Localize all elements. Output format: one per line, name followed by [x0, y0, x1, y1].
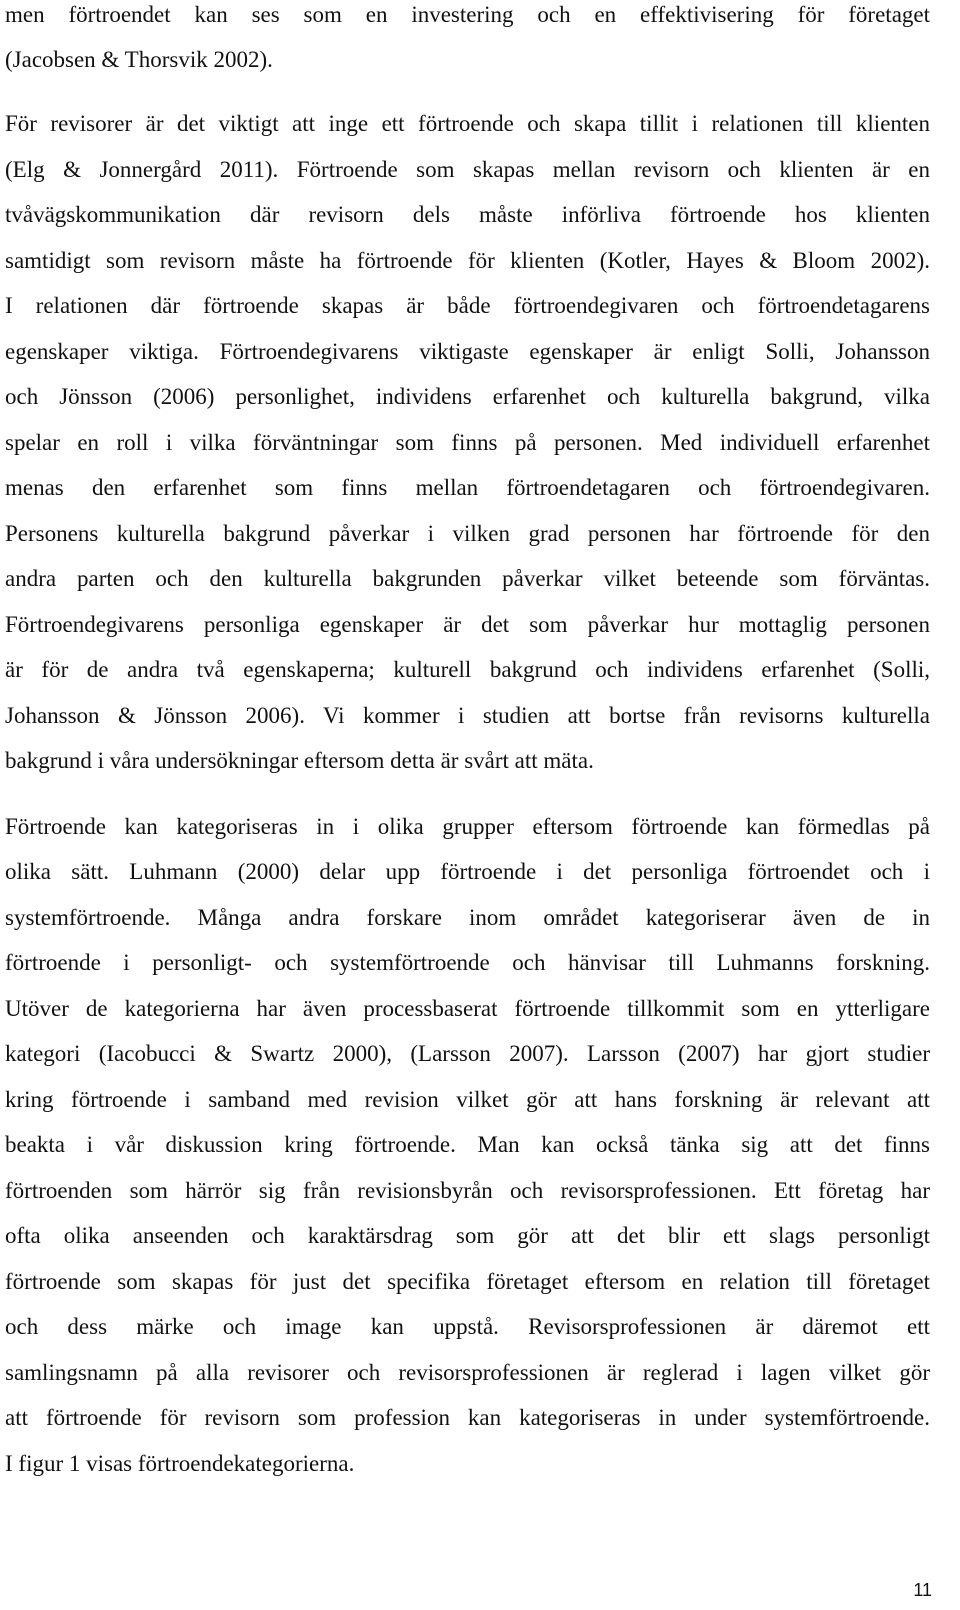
text-line: (Elg & Jonnergård 2011). Förtroende som skapas mellan revisorn och klienten är en: [5, 157, 930, 182]
text-line: beakta i vår diskussion kring förtroende. Man kan också tänka sig att det finns: [5, 1132, 930, 1157]
text-line: Utöver de kategorierna har även processbaserat förtroende tillkommit som en ytterligare: [5, 996, 930, 1021]
text-line: tvåvägskommunikation där revisorn dels måste införliva förtroende hos klienten: [5, 202, 930, 227]
text-line: och dess märke och image kan uppstå. Revisorsprofessionen är däremot ett: [5, 1314, 930, 1339]
text-line: samlingsnamn på alla revisorer och revisorsprofessionen är reglerad i lagen vilket gör: [5, 1360, 930, 1385]
text-line: att förtroende för revisorn som profession kan kategoriseras in under systemförtroende.: [5, 1405, 930, 1430]
text-line: För revisorer är det viktigt att inge ett förtroende och skapa tillit i relationen till klienten: [5, 111, 930, 136]
text-line: Förtroende kan kategoriseras in i olika grupper eftersom förtroende kan förmedlas på: [5, 814, 930, 839]
text-line: samtidigt som revisorn måste ha förtroende för klienten (Kotler, Hayes & Bloom 2002).: [5, 248, 930, 273]
text-line: olika sätt. Luhmann (2000) delar upp förtroende i det personliga förtroendet och i: [5, 859, 930, 884]
text-line: kring förtroende i samband med revision vilket gör att hans forskning är relevant att: [5, 1087, 930, 1112]
text-line: förtroenden som härrör sig från revisionsbyrån och revisorsprofessionen. Ett företag har: [5, 1178, 930, 1203]
text-line: systemförtroende. Många andra forskare inom området kategoriserar även de in: [5, 905, 930, 930]
text-line: förtroende som skapas för just det specifika företaget eftersom en relation till företaget: [5, 1269, 930, 1294]
text-line: Personens kulturella bakgrund påverkar i vilken grad personen har förtroende för den: [5, 521, 930, 546]
text-line: Förtroendegivarens personliga egenskaper är det som påverkar hur mottaglig personen: [5, 612, 930, 637]
text-line: men förtroendet kan ses som en investering och en effektivisering för företaget: [5, 2, 930, 27]
text-line: I figur 1 visas förtroendekategorierna.: [5, 1451, 355, 1476]
page-number: 11: [913, 1580, 932, 1600]
text-line: kategori (Iacobucci & Swartz 2000), (Larsson 2007). Larsson (2007) har gjort studier: [5, 1041, 930, 1066]
text-line: är för de andra två egenskaperna; kulturell bakgrund och individens erfarenhet (Solli,: [5, 657, 930, 682]
text-line: förtroende i personligt- och systemförtroende och hänvisar till Luhmanns forskning.: [5, 950, 930, 975]
text-line: och Jönsson (2006) personlighet, individens erfarenhet och kulturella bakgrund, vilka: [5, 384, 930, 409]
text-line: Johansson & Jönsson 2006). Vi kommer i studien att bortse från revisorns kulturella: [5, 703, 930, 728]
text-line: spelar en roll i vilka förväntningar som finns på personen. Med individuell erfarenhet: [5, 430, 930, 455]
text-line: (Jacobsen & Thorsvik 2002).: [5, 47, 273, 72]
text-line: bakgrund i våra undersökningar eftersom detta är svårt att mäta.: [5, 748, 594, 773]
text-line: andra parten och den kulturella bakgrunden påverkar vilket beteende som förväntas.: [5, 566, 930, 591]
text-line: ofta olika anseenden och karaktärsdrag som gör att det blir ett slags personligt: [5, 1223, 930, 1248]
text-line: I relationen där förtroende skapas är både förtroendegivaren och förtroendetagarens: [5, 293, 930, 318]
text-line: egenskaper viktiga. Förtroendegivarens viktigaste egenskaper är enligt Solli, Johansson: [5, 339, 930, 364]
text-line: menas den erfarenhet som finns mellan förtroendetagaren och förtroendegivaren.: [5, 475, 930, 500]
